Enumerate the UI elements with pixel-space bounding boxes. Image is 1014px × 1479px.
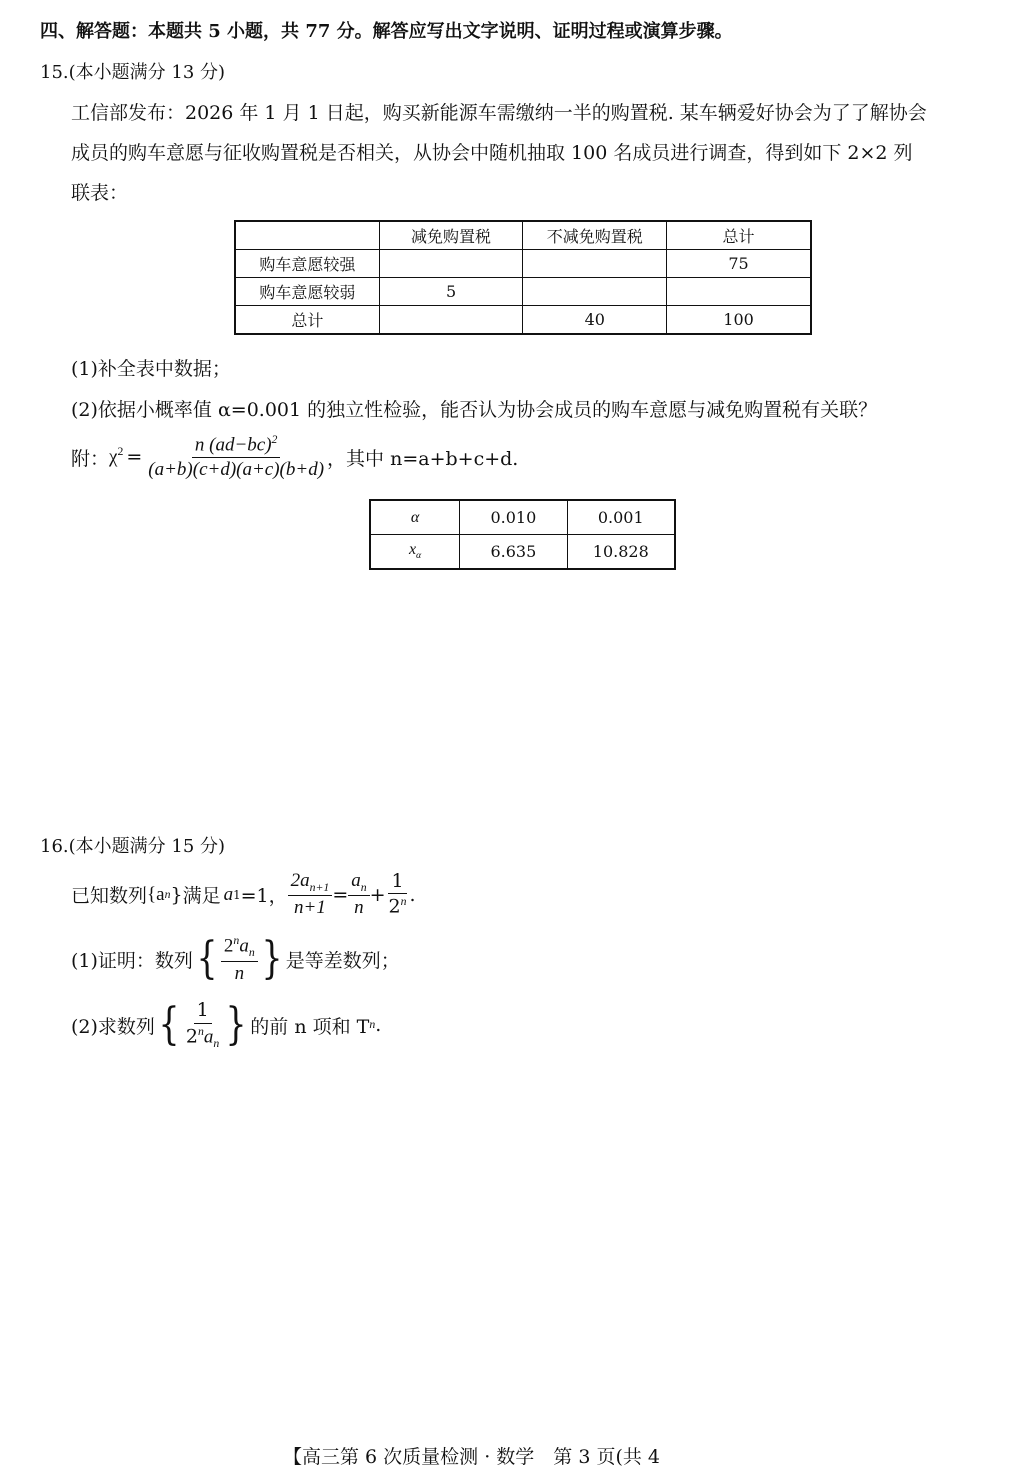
table-row — [235, 278, 811, 306]
q15-stem-line-2: 成员的购车意愿与征收购置税是否相关，从协会中随机抽取 100 名成员进行调查，得到如下 2×2 列 — [71, 142, 913, 164]
table-header-cell: 减免购置税 — [379, 221, 523, 250]
question-number: 16. — [40, 836, 69, 857]
table-row-label: 总计 — [235, 306, 379, 335]
table-cell: 100 — [667, 306, 811, 335]
table-cell: 5 — [379, 278, 523, 306]
table-row — [370, 535, 675, 570]
table-cell: 75 — [667, 250, 811, 278]
q16-part-2: (2)求数列 { $\frac{1}{2^na_n}$ } 的前 n 项和 T n . — [71, 999, 382, 1051]
table-cell — [379, 250, 523, 278]
table-cell — [667, 278, 811, 306]
table-cell: 40 — [523, 306, 667, 335]
table-row — [235, 250, 811, 278]
table-cell — [523, 250, 667, 278]
q16-part-1: (1)证明：数列 { $\frac{2^na_n}{n}$ } 是等差数列； — [71, 933, 400, 985]
question-16-header — [40, 832, 225, 858]
question-15-header — [40, 58, 225, 84]
page-footer: 【高三第 6 次质量检测 · 数学 第 3 页(共 4 — [283, 1446, 660, 1468]
contingency-table — [234, 220, 812, 335]
table-row — [370, 500, 675, 535]
q15-stem-line-3: 联表： — [71, 182, 129, 204]
question-number: 15. — [40, 62, 69, 83]
table-cell — [523, 278, 667, 306]
appendix-label: 附： — [71, 447, 110, 470]
table-cell: 6.635 — [460, 535, 567, 570]
table-cell — [379, 306, 523, 335]
table-cell — [235, 221, 379, 250]
critical-value-table — [369, 499, 676, 570]
section-heading: 四、解答题：本题共 5 小题，共 77 分。解答应写出文字说明、证明过程或演算步骤。 — [40, 21, 733, 42]
fraction: $\frac{1}{2^n}$ — [388, 869, 407, 918]
chi-symbol: $\chi^2$ — [109, 445, 124, 468]
q15-stem-line-1: 工信部发布：2026 年 1 月 1 日起，购买新能源车需缴纳一半的购置税. 某车辆爱好协会为了了解协会 — [71, 102, 927, 124]
table-row — [235, 306, 811, 335]
q16-stem: 已知数列 {a n } 满足 a 1 =1， $\frac{2a_{n+1}}{n+1}$ = $\frac{a_n}{n}$ + $\frac{1}{2^n}$ . — [71, 869, 416, 919]
table-cell: 0.001 — [567, 500, 675, 535]
formula-fraction — [145, 433, 327, 481]
chi-square-formula: 附： $\chi^2$ = $\frac{n (ad-bc)^2}{(a+b)(c+d)(a+c)(b+d)}$ ，其中 n=a+b+c+d. — [71, 433, 519, 481]
table-header-cell: 总计 — [667, 221, 811, 250]
table-header-cell: 不减免购置税 — [523, 221, 667, 250]
question-score: (本小题满分 15 分) — [68, 836, 226, 857]
table-cell: 10.828 — [567, 535, 675, 570]
table-row-label: 购车意愿较强 — [235, 250, 379, 278]
table-cell: 0.010 — [460, 500, 567, 535]
formula-denominator: (a+b)(c+d)(a+c)(b+d) — [148, 459, 325, 481]
q15-part-1: (1)补全表中数据； — [71, 358, 231, 380]
fraction: $\frac{a_n}{n}$ — [348, 870, 369, 919]
formula-numerator: n $(ad-bc)^2$ — [192, 433, 281, 458]
fraction: $\frac{1}{2^na_n}$ — [185, 999, 220, 1050]
formula-tail: ，其中 n=a+b+c+d. — [327, 447, 519, 470]
q15-part-2: (2)依据小概率值 α=0.001 的独立性检验，能否认为协会成员的购车意愿与减免购置税有关联？ — [71, 399, 878, 421]
alpha-label: α — [370, 500, 460, 535]
x-alpha-label: $x_\alpha$ — [370, 535, 460, 570]
table-header-row — [235, 221, 811, 250]
fraction: $\frac{2a_{n+1}}{n+1}$ — [288, 870, 333, 919]
fraction: $\frac{2^na_n}{n}$ — [221, 934, 258, 985]
table-row-label: 购车意愿较弱 — [235, 278, 379, 306]
question-score: (本小题满分 13 分) — [68, 62, 226, 83]
